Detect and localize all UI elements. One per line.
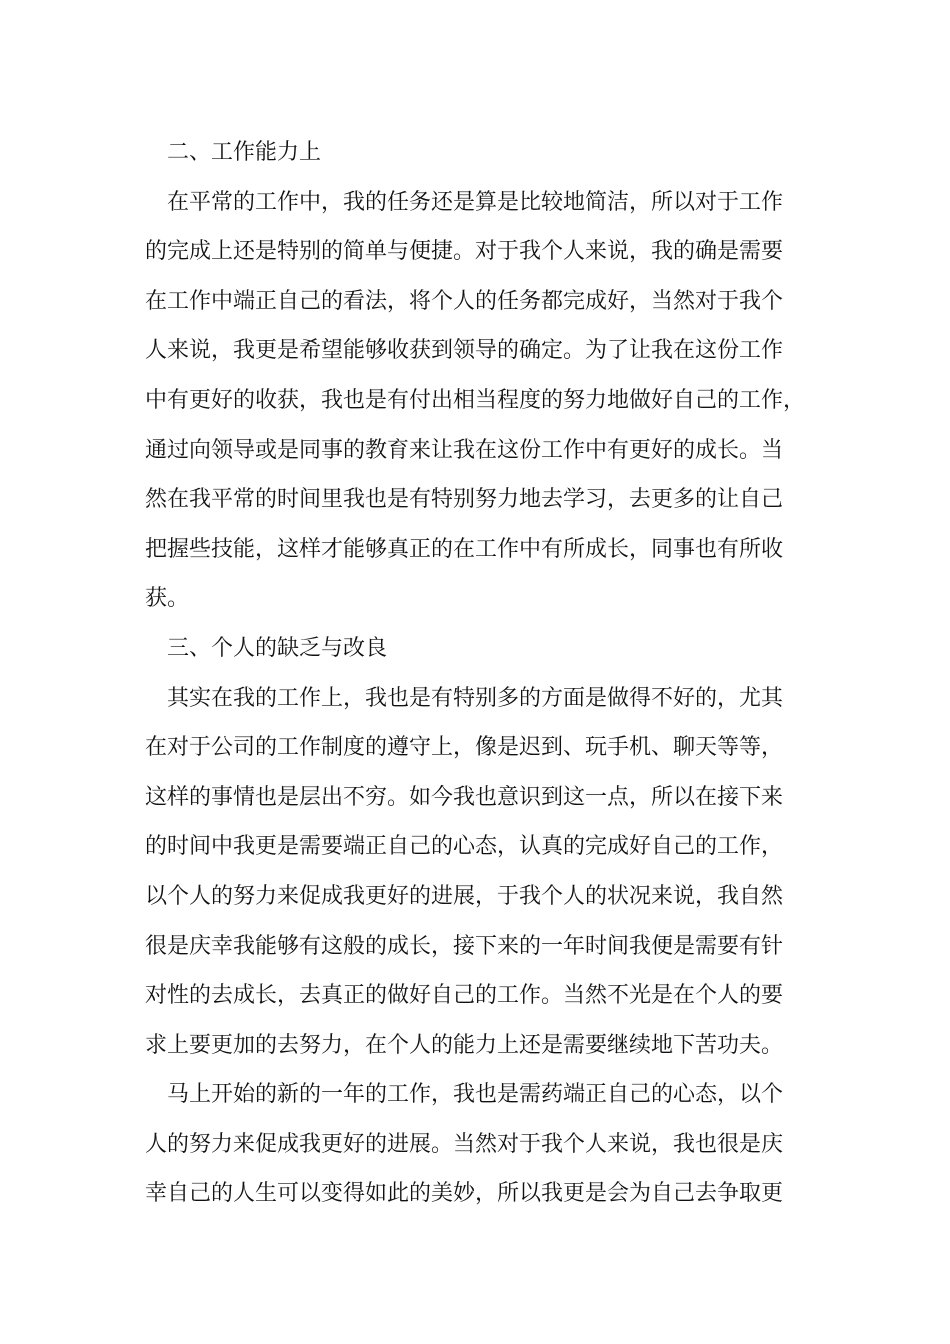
paragraph-line: 然在我平常的时间里我也是有特别努力地去学习，去更多的让自己	[145, 487, 784, 513]
document-body	[145, 128, 825, 1219]
paragraph-work-ability	[145, 178, 825, 624]
paragraph-line: 这样的事情也是层出不穷。如今我也意识到这一点，所以在接下来	[145, 784, 784, 810]
paragraph-line: 很是庆幸我能够有这般的成长，接下来的一年时间我便是需要有针	[145, 933, 784, 959]
paragraph-line: 把握些技能，这样才能够真正的在工作中有所成长，同事也有所收	[145, 536, 784, 562]
paragraph-line: 以个人的努力来促成我更好的进展，于我个人的状况来说，我自然	[145, 883, 784, 909]
paragraph-line: 获。	[145, 586, 190, 612]
paragraph-line: 的时间中我更是需要端正自己的心态，认真的完成好自己的工作，	[145, 834, 784, 860]
paragraph-line: 其实在我的工作上，我也是有特别多的方面是做得不好的，尤其	[167, 685, 784, 711]
paragraph-line: 在工作中端正自己的看法，将个人的任务都完成好，当然对于我个	[145, 288, 784, 314]
section-heading-shortcomings: 三、个人的缺乏与改良	[167, 635, 388, 661]
paragraph-line: 通过向领导或是同事的教育来让我在这份工作中有更好的成长。当	[145, 437, 784, 463]
paragraph-line: 人的努力来促成我更好的进展。当然对于我个人来说，我也很是庆	[145, 1131, 784, 1157]
paragraph-line: 人来说，我更是希望能够收获到领导的确定。为了让我在这份工作	[145, 338, 784, 364]
paragraph-line: 幸自己的人生可以变得如此的美妙，所以我更是会为自己去争取更	[145, 1181, 784, 1207]
paragraph-shortcomings	[145, 674, 825, 1071]
paragraph-line: 的完成上还是特别的简单与便捷。对于我个人来说，我的确是需要	[145, 239, 784, 265]
paragraph-new-year	[145, 1070, 825, 1219]
paragraph-line: 对性的去成长，去真正的做好自己的工作。当然不光是在个人的要	[145, 983, 784, 1009]
paragraph-line: 马上开始的新的一年的工作，我也是需药端正自己的心态，以个	[167, 1082, 784, 1108]
paragraph-line: 在平常的工作中，我的任务还是算是比较地简洁，所以对于工作	[167, 189, 784, 215]
section-heading-work-ability: 二、工作能力上	[167, 140, 322, 165]
paragraph-line: 中有更好的收获，我也是有付出相当程度的努力地做好自己的工作，	[145, 387, 806, 413]
paragraph-line: 求上要更加的去努力，在个人的能力上还是需要继续地下苦功夫。	[145, 1032, 784, 1058]
paragraph-line: 在对于公司的工作制度的遵守上，像是迟到、玩手机、聊天等等，	[145, 735, 784, 761]
